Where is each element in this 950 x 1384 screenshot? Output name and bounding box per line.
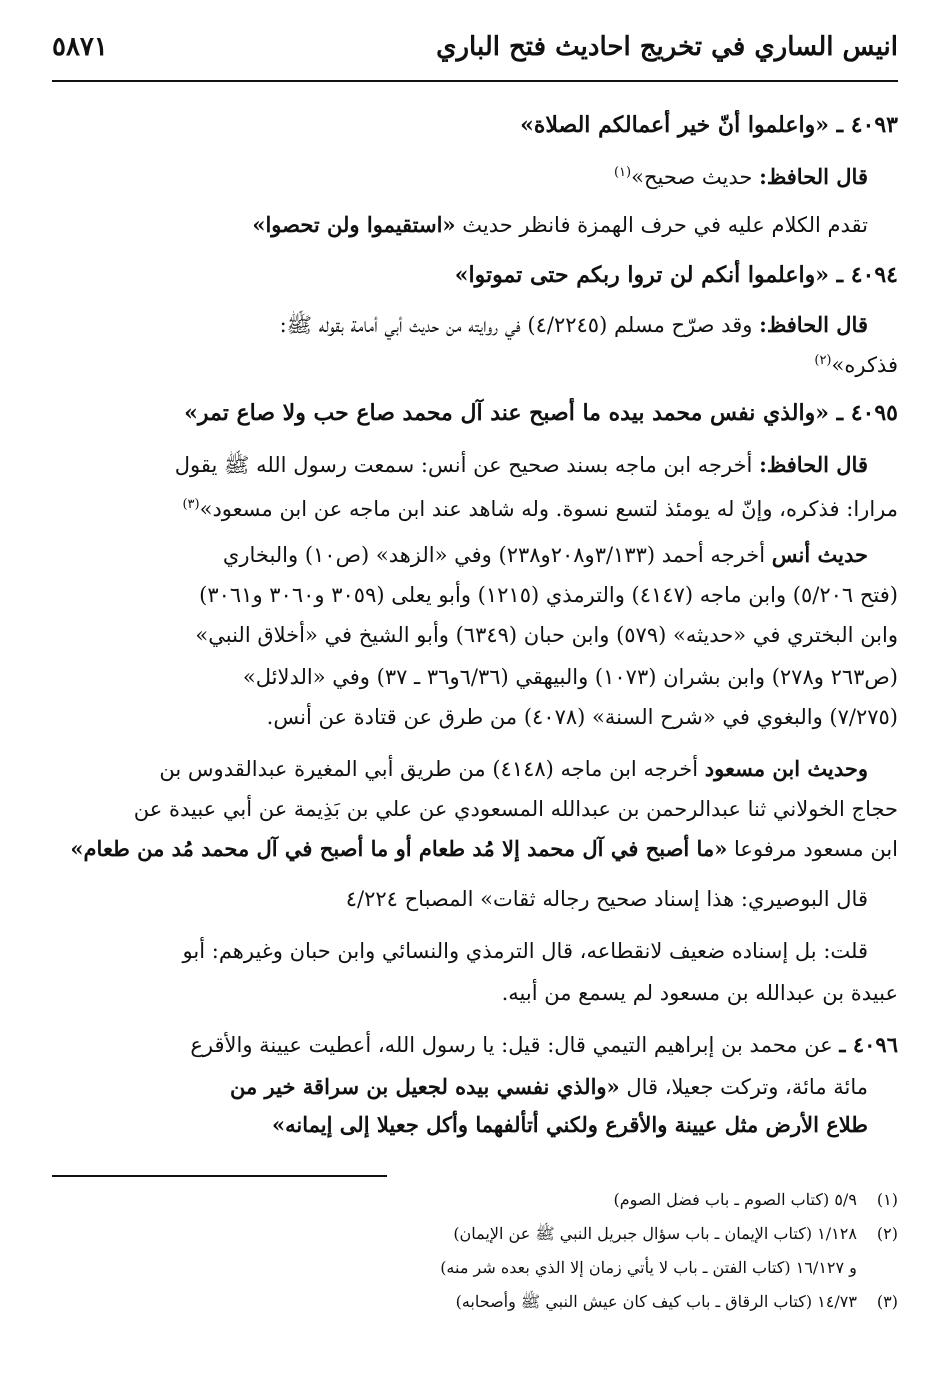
entry-number: ٤٠٩٦ ـ	[839, 1032, 898, 1057]
anas-paragraph-line-5: (٧/٢٧٥) والبغوي في «شرح السنة» (٤٠٧٨) من طرق عن قتادة عن أنس.	[266, 705, 898, 729]
ibn-masud-paragraph-line-3	[52, 834, 898, 864]
footnote-marker: (٣)	[876, 1292, 898, 1311]
ibn-masud-label: وحديث ابن مسعود	[704, 756, 868, 781]
hafiz-label: قال الحافظ:	[759, 164, 868, 189]
anas-text: أخرجه أحمد (٣/١٣٣و٢٠٨و٢٣٨) وفي «الزهد» (ص١٠) والبخاري	[222, 543, 766, 567]
running-title: انيس الساري في تخريج احاديث فتح الباري	[436, 32, 898, 62]
anas-paragraph-line-3: وابن البختري في «حديثه» (٥٧٩) وابن حبان (٦٣٤٩) وأبو الشيخ في «أخلاق النبي»	[195, 623, 898, 647]
hafiz-label: قال الحافظ:	[759, 452, 868, 477]
footnote-text: ٥/٩ (كتاب الصوم ـ باب فضل الصوم)	[613, 1190, 857, 1209]
hafiz-text: أخرجه ابن ماجه بسند صحيح عن أنس: سمعت رسول الله ﷺ يقول	[174, 453, 753, 477]
ibn-masud-hadith: «ما أصبح في آل محمد إلا مُد طعام أو ما أصبح في آل محمد مُد من طعام»	[70, 836, 728, 861]
qultu-line-1: قلت: بل إسناده ضعيف لانقطاعه، قال الترمذي والنسائي وابن حبان وغيرهم: أبو	[182, 939, 868, 963]
entry-4093-line-1	[52, 158, 868, 192]
entry-4095-line-2	[52, 490, 898, 524]
ibn-masud-text: ابن مسعود مرفوعا	[734, 837, 898, 861]
hafiz-text: مرارا: فذكره، وإنّ له يومئذ لتسع نسوة. وله شاهد عند ابن ماجه عن ابن مسعود»	[199, 497, 898, 521]
entry-number: ٤٠٩٥ ـ	[836, 400, 898, 426]
ibn-masud-paragraph-line-2: حجاج الخولاني ثنا عبدالرحمن بن عبدالله المسعودي عن علي بن بَذِيمة عن أبي عبيدة عن	[133, 797, 898, 821]
footnote-ref: (٢)	[814, 353, 832, 368]
hafiz-label: قال الحافظ:	[759, 312, 868, 337]
entry-4093-line-2	[52, 210, 868, 240]
page-header	[52, 30, 898, 82]
entry-4096-line-3: طلاع الأرض مثل عيينة والأقرع ولكني أتألفهما وأكل جعيلا إلى إيمانه»	[272, 1112, 868, 1137]
footnote-ref: (١)	[613, 165, 632, 180]
entry-4096-line-2	[52, 1072, 868, 1102]
entry-number: ٤٠٩٤ ـ	[836, 262, 898, 288]
entry-number: ٤٠٩٣ ـ	[836, 112, 898, 138]
entry-text: عن محمد بن إبراهيم التيمي قال: قيل: يا رسول الله، أعطيت عيينة والأقرع	[190, 1033, 833, 1057]
footnote-1	[52, 1188, 898, 1212]
hafiz-text: فذكره»	[831, 353, 898, 377]
anas-label: حديث أنس	[771, 542, 868, 567]
footnote-2-continued	[52, 1256, 898, 1280]
cross-reference-text: تقدم الكلام عليه في حرف الهمزة فانظر حديث	[462, 213, 868, 237]
entry-hadith-text: «واعلموا أنّ خير أعمالكم الصلاة»	[520, 112, 829, 138]
anas-paragraph-line-1	[52, 540, 868, 570]
footnote-marker: (٢)	[876, 1224, 898, 1243]
hafiz-text: حديث صحيح»	[631, 165, 753, 189]
ibn-masud-paragraph-line-1	[52, 754, 868, 784]
hafiz-text: وقد صرّح مسلم (٤/٢٢٤٥) في روايته من حديث أبي أمامة بقوله ﷺ:	[279, 313, 753, 337]
cross-reference-hadith: «استقيموا ولن تحصوا»	[252, 212, 456, 237]
footnote-text: ١٤/٧٣ (كتاب الرقاق ـ باب كيف كان عيش النبي ﷺ وأصحابه)	[455, 1292, 857, 1311]
anas-paragraph-line-4: (ص٢٦٣ و٢٧٨) وابن بشران (١٠٧٣) والبيهقي (٦/٣٦و٣٦ ـ ٣٧) وفي «الدلائل»	[242, 665, 898, 689]
entry-4095-line-1	[52, 450, 868, 480]
entry-4094-line-2	[52, 346, 898, 380]
entry-4096-line-1	[52, 1030, 898, 1060]
entry-4094-line-1	[52, 310, 868, 340]
footnote-marker: (١)	[876, 1190, 898, 1209]
footnote-text: و ١٦/١٢٧ (كتاب الفتن ـ باب لا يأتي زمان إلا الذي بعده شر منه)	[440, 1258, 857, 1277]
qultu-line-2: عبيدة بن عبدالله بن مسعود لم يسمع من أبيه.	[501, 981, 898, 1005]
ibn-masud-text: أخرجه ابن ماجه (٤١٤٨) من طريق أبي المغيرة عبدالقدوس بن	[159, 757, 699, 781]
footnote-2	[52, 1222, 898, 1246]
anas-paragraph-line-2: (فتح ٥/٢٠٦) وابن ماجه (٤١٤٧) والترمذي (١٢١٥) وأبو يعلى (٣٠٥٩ و٣٠٦٠ و٣٠٦١)	[199, 583, 898, 607]
entry-4095-heading	[52, 398, 898, 428]
entry-hadith-text: «والذي نفس محمد بيده ما أصبح عند آل محمد صاع حب ولا صاع تمر»	[184, 400, 829, 426]
entry-hadith-text: «والذي نفسي بيده لجعيل بن سراقة خير من	[230, 1074, 620, 1099]
entry-4094-heading	[52, 260, 898, 290]
footnote-text: ١/١٢٨ (كتاب الإيمان ـ باب سؤال جبريل النبي ﷺ عن الإيمان)	[453, 1224, 857, 1243]
footnote-ref: (٣)	[182, 497, 200, 512]
busiri-line: قال البوصيري: هذا إسناد صحيح رجاله ثقات» المصباح ٤/٢٢٤	[345, 887, 868, 911]
footnote-3	[52, 1290, 898, 1314]
page-number: ٥٨٧١	[52, 32, 108, 62]
entry-text: مائة مائة، وتركت جعيلا، قال	[626, 1075, 868, 1099]
entry-hadith-text: «واعلموا أنكم لن تروا ربكم حتى تموتوا»	[454, 262, 829, 288]
entry-4093-heading	[52, 110, 898, 140]
footnote-separator	[52, 1175, 387, 1177]
